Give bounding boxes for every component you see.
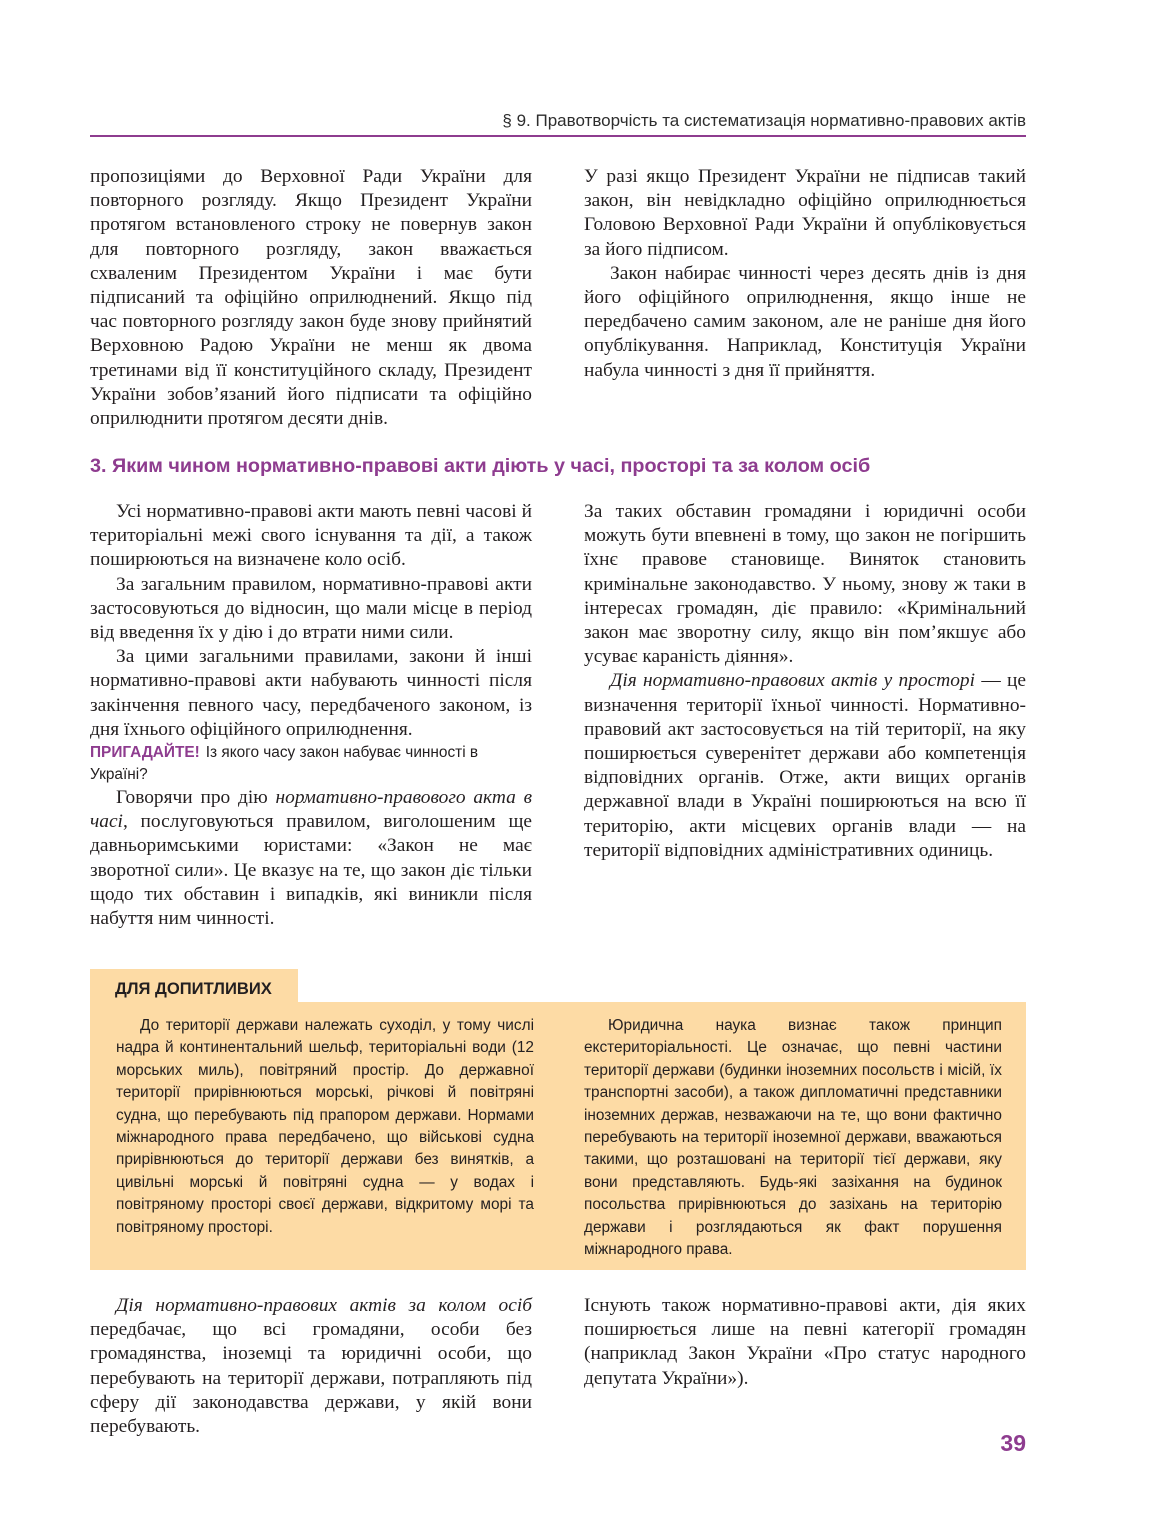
running-head-text: § 9. Правотворчість та систематизація нормативно-правових актів [502, 111, 1026, 130]
infobox [90, 1002, 1026, 1270]
paragraph: За цими загальними правилами, закони й інші нормативно-правові акти набувають чинності після закінчення певного часу, передбаченого законом, із дня їхнього офіційного оприлюднення. [90, 646, 532, 740]
paragraph: Існують також нормативно-правові акти, дія яких поширюється лише на певні категорії громадян (наприклад Закон України «Про статус народного депутата України»). [584, 1295, 1026, 1389]
emphasis-term: Дія нормативно-правових актів у просторі [610, 670, 976, 692]
paragraph: За загальним правилом, нормативно-правові акти застосовуються до відносин, що мали місце в період від введення їх у дію і до втрати ними сили. [90, 573, 532, 644]
remember-callout [90, 742, 532, 786]
section3-left-column [90, 500, 532, 930]
infobox-left-text: До території держави належать суходіл, у тому числі надра й континентальний шельф, територіальні води (12 морських миль), повітряний простір. До державної території прирівнюються морські, річкові й повітряні судна, що перебувають під прапором держави. Нормами міжнародного права передбачено, що військові судна прирівнюються до території держави без винятків, а цивільні морські й повітряні судна — у водах і повітряному просторі своєї держави, відкритому морі та повітряному просторі. [116, 1017, 534, 1236]
block1-right-column [584, 165, 1026, 383]
block3-left-column [90, 1294, 532, 1438]
running-head [90, 107, 1026, 137]
emphasis-term: Дія нормативно-правових актів за колом осіб [116, 1295, 532, 1316]
paragraph: Дія нормативно-правових актів у просторі — це визначення території їхньої чинності. Нормативно-правовий акт застосовується на тій території, на яку поширюється суверенітет держави або компетенція відповідних органів. Отже, акти вищих органів державної влади в Україні поширюються на всю її територію, акти місцевих органів влади — на території відповідних адміністративних одиниць. [584, 670, 1026, 861]
remember-question: Із якого часу закон набуває чинності в Україні? [90, 744, 479, 784]
paragraph: У разі якщо Президент України не підписав такий закон, він невідкладно офіційно оприлюднюється Головою Верховної Ради України й опубліковується за його підписом. [584, 166, 1026, 260]
paragraph: За таких обставин громадяни і юридичні особи можуть бути впевнені в тому, що закон не погіршить їхнє правове становище. Виняток становить кримінальне законодавство. У ньому, знову ж таки в інтересах громадян, діє правило: «Кримінальний закон має зворотну силу, якщо він пом’якшує або усуває караність діяння». [584, 501, 1026, 668]
section3-right-column [584, 500, 1026, 863]
remember-label: ПРИГАДАЙТЕ! [90, 744, 200, 762]
paragraph: Говорячи про дію нормативно-правового акта в часі, послуговуються правилом, виголошеним ще давньоримськими юристами: «Закон не має зворотної сили». Це вказує на те, що закон діє тільки щодо тих обставин і випадків, які виникли після набуття ним чинності. [90, 787, 532, 930]
block3-right-column [584, 1294, 1026, 1391]
paragraph: Усі нормативно-правові акти мають певні часові й територіальні межі свого існування та дії, а також поширюються на визначене коло осіб. [90, 501, 532, 571]
section-title: 3. Яким чином нормативно-правові акти діють у часі, просторі та за колом осіб [90, 455, 871, 477]
paragraph: пропозиціями до Верховної Ради України для повторного розгляду. Якщо Президент України протягом встановленого строку не повернув закон для повторного розгляду, закон вважається схваленим Президентом України і має бути підписаний та офіційно оприлюднений. Якщо під час повторного розгляду закон буде знову прийнятий Верховною Радою України не менш як двома третинами від її конституційного складу, Президент України зобов’язаний його підписати та офіційно оприлюднити протягом десяти днів. [90, 166, 532, 430]
infobox-right-text: Юридична наука визнає також принцип екстериторіальності. Це означає, що певні частини території держави (будинки іноземних посольств і місій, їх транспортні засоби), а також дипломатичні представники іноземних держав, незважаючи на те, що вони фактично перебувають на території іноземної держави, вважаються такими, що розташовані на території тієї держави, яку вони представляють. Будь-які зазіхання на будинок посольства прирівнюються до зазіхань на територію держави і розглядаються як факт порушення міжнародного права. [584, 1017, 1002, 1259]
infobox-label: ДЛЯ ДОПИТЛИВИХ [90, 969, 298, 1003]
emphasis-term: нормативно-правового акта в часі [90, 787, 532, 833]
paragraph: Закон набирає чинності через десять днів із дня його офіційного оприлюднення, якщо інше не передбачено самим законом, але не раніше дня його опублікування. Наприклад, Конституція України набула чинності з дня її прийняття. [584, 262, 1026, 381]
block1-left-column [90, 165, 532, 431]
paragraph: Дія нормативно-правових актів за колом осіб передбачає, що всі громадяни, особи без громадянства, іноземці та юридичні особи, що перебувають на території держави, потрапляють під сферу дії законодавства держави, у якій вони перебувають. [90, 1295, 532, 1438]
page-number: 39 [1000, 1430, 1026, 1456]
